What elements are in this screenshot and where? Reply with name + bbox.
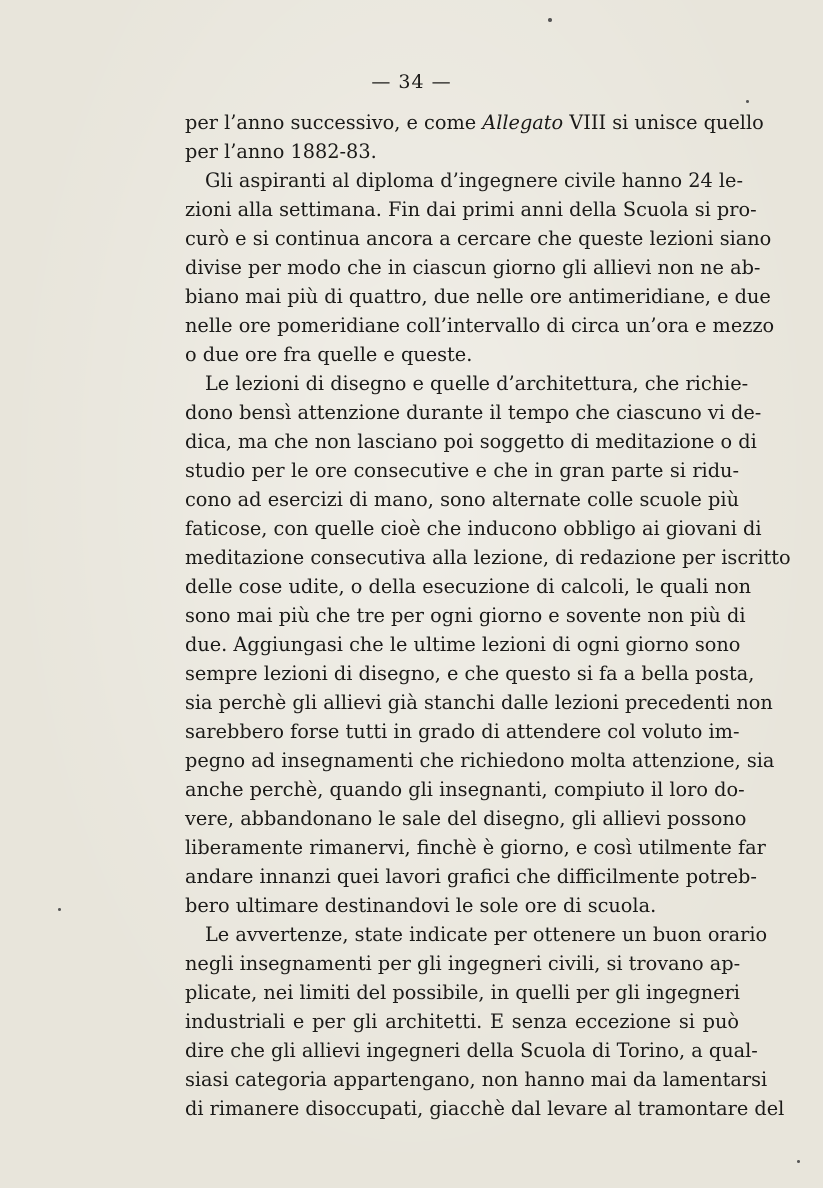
text-line: faticose, con quelle cioè che inducono obbligo ai giovani di — [185, 517, 762, 540]
text-line: per l’anno 1882-83. — [185, 140, 377, 163]
paper-speck — [797, 1160, 800, 1163]
text-line: curò e si continua ancora a cercare che queste lezioni siano — [185, 227, 772, 250]
text-line: meditazione consecutiva alla lezione, di redazione per iscritto — [185, 546, 791, 569]
paragraph-start-line: Gli aspiranti al diploma d’ingegnere civile hanno 24 le- — [205, 169, 743, 192]
text-line: zioni alla settimana. Fin dai primi anni della Scuola si pro- — [185, 198, 757, 221]
text-line: cono ad esercizi di mano, sono alternate colle scuole più — [185, 488, 739, 511]
text-line: sia perchè gli allievi già stanchi dalle lezioni precedenti non — [185, 691, 773, 714]
text-line: sono mai più che tre per ogni giorno e sovente non più di — [185, 604, 746, 627]
text-line: sempre lezioni di disegno, e che questo si fa a bella posta, — [185, 662, 755, 685]
text-line: biano mai più di quattro, due nelle ore antimeridiane, e due — [185, 285, 771, 308]
text-line: per l’anno successivo, e come Allegato VIII si unisce quello — [185, 111, 764, 134]
text-line: anche perchè, quando gli insegnanti, compiuto il loro do- — [185, 778, 745, 801]
page-number: — 34 — — [371, 71, 452, 93]
text-line: negli insegnamenti per gli ingegneri civili, si trovano ap- — [185, 952, 741, 975]
paper-speck — [58, 908, 61, 911]
text-line: di rimanere disoccupati, giacchè dal levare al tramontare del — [185, 1097, 785, 1120]
text-line: vere, abbandonano le sale del disegno, gli allievi possono — [185, 807, 747, 830]
text-line: plicate, nei limiti del possibile, in quelli per gli ingegneri — [185, 981, 740, 1004]
text-line: dica, ma che non lasciano poi soggetto di meditazione o di — [185, 430, 757, 453]
text-line: andare innanzi quei lavori grafici che difficilmente potreb- — [185, 865, 757, 888]
italic-term: Allegato — [482, 111, 564, 134]
text-line: industriali e per gli architetti. E senza eccezione si può — [185, 1010, 739, 1033]
paragraph-start-line: Le avvertenze, state indicate per ottenere un buon orario — [205, 923, 768, 946]
text-line: delle cose udite, o della esecuzione di calcoli, le quali non — [185, 575, 752, 598]
text-line: sarebbero forse tutti in grado di attendere col voluto im- — [185, 720, 740, 743]
paper-speck — [746, 100, 749, 103]
paper-speck — [548, 18, 552, 22]
text-line: studio per le ore consecutive e che in gran parte si ridu- — [185, 459, 739, 482]
text-line: nelle ore pomeridiane coll’intervallo di circa un’ora e mezzo — [185, 314, 775, 337]
text-line: divise per modo che in ciascun giorno gli allievi non ne ab- — [185, 256, 761, 279]
text-line: due. Aggiungasi che le ultime lezioni di ogni giorno sono — [185, 633, 741, 656]
text-line: siasi categoria appartengano, non hanno mai da lamentarsi — [185, 1068, 768, 1091]
paragraph-start-line: Le lezioni di disegno e quelle d’architettura, che richie- — [205, 372, 749, 395]
text-line: o due ore fra quelle e queste. — [185, 343, 473, 366]
body-text — [185, 108, 791, 1123]
text-line: dire che gli allievi ingegneri della Scuola di Torino, a qual- — [185, 1039, 758, 1062]
text-line: pegno ad insegnamenti che richiedono molta attenzione, sia — [185, 749, 775, 772]
text-line: liberamente rimanervi, finchè è giorno, e così utilmente far — [185, 836, 766, 859]
text-line: dono bensì attenzione durante il tempo che ciascuno vi de- — [185, 401, 762, 424]
text-line: bero ultimare destinandovi le sole ore di scuola. — [185, 894, 657, 917]
